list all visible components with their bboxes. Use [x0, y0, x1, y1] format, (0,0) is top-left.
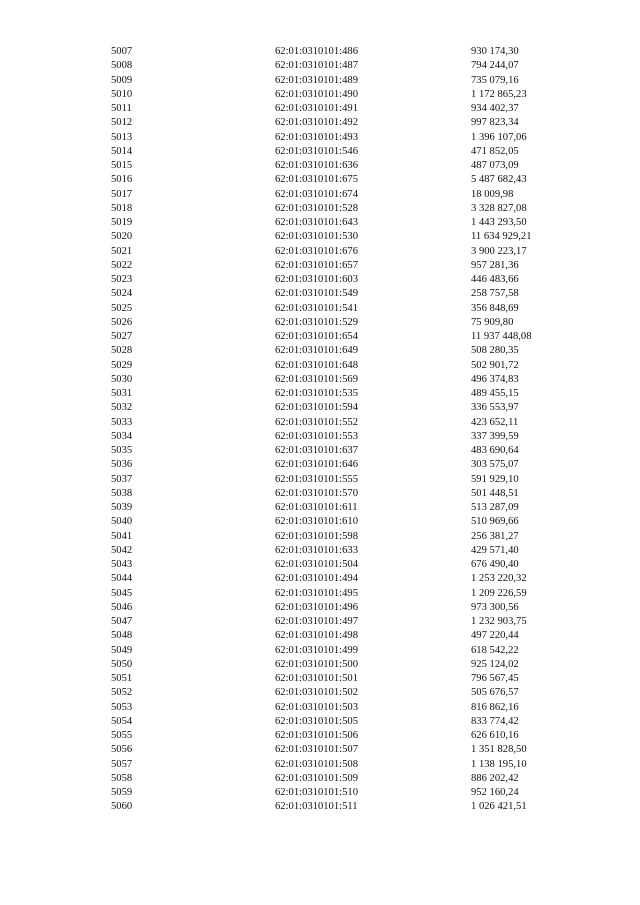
table-row [111, 729, 571, 743]
cadastral-number: 62:01:0310101:546 [275, 145, 358, 157]
cadastral-value: 1 026 421,51 [471, 801, 527, 813]
cadastral-value: 303 575,07 [471, 459, 519, 471]
cadastral-number: 62:01:0310101:674 [275, 188, 358, 200]
cadastral-number: 62:01:0310101:509 [275, 772, 358, 784]
table-row [111, 188, 571, 202]
cadastral-value: 483 690,64 [471, 445, 519, 456]
cadastral-number: 62:01:0310101:553 [275, 430, 358, 442]
cadastral-number: 62:01:0310101:496 [275, 601, 358, 613]
row-number: 5015 [111, 160, 133, 171]
cadastral-number: 62:01:0310101:497 [275, 616, 358, 627]
row-number: 5031 [111, 388, 133, 399]
cadastral-value: 1 351 828,50 [471, 744, 527, 756]
cadastral-number: 62:01:0310101:505 [275, 715, 358, 727]
table-row [111, 715, 571, 729]
table-row [111, 344, 571, 358]
row-number: 5058 [111, 772, 133, 784]
cadastral-value: 1 396 107,06 [471, 131, 527, 143]
row-number: 5018 [111, 202, 133, 214]
cadastral-number: 62:01:0310101:508 [275, 758, 358, 770]
cadastral-value: 337 399,59 [471, 430, 519, 442]
cadastral-number: 62:01:0310101:511 [275, 801, 358, 813]
cadastral-value: 487 073,09 [471, 160, 519, 171]
cadastral-number: 62:01:0310101:528 [275, 202, 358, 214]
cadastral-value: 930 174,30 [471, 46, 519, 57]
table-row [111, 59, 571, 73]
cadastral-value: 3 328 827,08 [471, 202, 527, 214]
row-number: 5010 [111, 88, 133, 100]
table-row [111, 743, 571, 757]
cadastral-number: 62:01:0310101:502 [275, 687, 358, 699]
table-row [111, 772, 571, 786]
cadastral-number: 62:01:0310101:610 [275, 516, 358, 528]
table-row [111, 758, 571, 772]
table-row [111, 530, 571, 544]
row-number: 5050 [111, 658, 133, 670]
cadastral-value: 816 862,16 [471, 701, 519, 713]
cadastral-number: 62:01:0310101:535 [275, 388, 358, 399]
cadastral-value: 11 634 929,21 [471, 231, 532, 243]
row-number: 5027 [111, 331, 133, 342]
cadastral-value: 501 448,51 [471, 487, 519, 499]
cadastral-value: 508 280,35 [471, 345, 519, 357]
cadastral-value: 429 571,40 [471, 544, 519, 556]
table-row [111, 359, 571, 373]
table-row [111, 501, 571, 515]
row-number: 5016 [111, 174, 133, 186]
table-row [111, 430, 571, 444]
table-row [111, 316, 571, 330]
cadastral-value: 256 381,27 [471, 530, 519, 542]
cadastral-value: 3 900 223,17 [471, 245, 527, 257]
table-row [111, 245, 571, 259]
cadastral-value: 997 823,34 [471, 117, 519, 129]
table-row [111, 173, 571, 187]
cadastral-number: 62:01:0310101:503 [275, 701, 358, 713]
table-row [111, 102, 571, 116]
cadastral-number: 62:01:0310101:530 [275, 231, 358, 243]
cadastral-value: 502 901,72 [471, 359, 519, 371]
row-number: 5008 [111, 60, 133, 72]
cadastral-number: 62:01:0310101:636 [275, 160, 358, 171]
cadastral-value: 1 253 220,32 [471, 573, 527, 585]
row-number: 5028 [111, 345, 133, 357]
cadastral-number: 62:01:0310101:611 [275, 502, 358, 513]
row-number: 5043 [111, 559, 133, 570]
cadastral-number: 62:01:0310101:598 [275, 530, 358, 542]
row-number: 5039 [111, 502, 133, 513]
row-number: 5013 [111, 131, 133, 143]
table-row [111, 216, 571, 230]
cadastral-number: 62:01:0310101:506 [275, 730, 358, 741]
row-number: 5053 [111, 701, 133, 713]
row-number: 5049 [111, 644, 133, 656]
table-row [111, 800, 571, 814]
row-number: 5042 [111, 544, 133, 556]
cadastral-number: 62:01:0310101:569 [275, 373, 358, 385]
cadastral-number: 62:01:0310101:643 [275, 217, 358, 228]
cadastral-number: 62:01:0310101:637 [275, 445, 358, 456]
table-row [111, 644, 571, 658]
cadastral-value: 957 281,36 [471, 259, 519, 271]
cadastral-number: 62:01:0310101:654 [275, 331, 358, 342]
cadastral-number: 62:01:0310101:487 [275, 60, 358, 72]
row-number: 5030 [111, 373, 133, 385]
table-row [111, 458, 571, 472]
table-row [111, 116, 571, 130]
row-number: 5026 [111, 316, 133, 328]
row-number: 5032 [111, 402, 133, 414]
row-number: 5037 [111, 473, 133, 485]
table-row [111, 202, 571, 216]
cadastral-value: 952 160,24 [471, 787, 519, 798]
row-number: 5048 [111, 630, 133, 642]
row-number: 5052 [111, 687, 133, 699]
row-number: 5038 [111, 487, 133, 499]
row-number: 5044 [111, 573, 133, 585]
table-row [111, 473, 571, 487]
cadastral-number: 62:01:0310101:501 [275, 673, 358, 684]
cadastral-value: 735 079,16 [471, 74, 519, 86]
row-number: 5019 [111, 217, 133, 228]
table-row [111, 330, 571, 344]
cadastral-value: 886 202,42 [471, 772, 519, 784]
cadastral-value: 5 487 682,43 [471, 174, 527, 186]
table-row [111, 88, 571, 102]
cadastral-number: 62:01:0310101:675 [275, 174, 358, 186]
row-number: 5009 [111, 74, 133, 86]
cadastral-number: 62:01:0310101:490 [275, 88, 358, 100]
cadastral-value: 471 852,05 [471, 145, 519, 157]
cadastral-number: 62:01:0310101:633 [275, 544, 358, 556]
table-row [111, 74, 571, 88]
row-number: 5040 [111, 516, 133, 528]
table-row [111, 373, 571, 387]
table-row [111, 672, 571, 686]
cadastral-number: 62:01:0310101:541 [275, 302, 358, 314]
cadastral-value: 1 232 903,75 [471, 616, 527, 627]
cadastral-value: 513 287,09 [471, 502, 519, 513]
table-row [111, 587, 571, 601]
row-number: 5059 [111, 787, 133, 798]
cadastral-number: 62:01:0310101:570 [275, 487, 358, 499]
cadastral-value: 796 567,45 [471, 673, 519, 684]
row-number: 5020 [111, 231, 133, 243]
cadastral-value: 336 553,97 [471, 402, 519, 414]
row-number: 5034 [111, 430, 133, 442]
cadastral-number: 62:01:0310101:492 [275, 117, 358, 129]
table-row [111, 159, 571, 173]
table-row [111, 444, 571, 458]
table-row [111, 615, 571, 629]
cadastral-number: 62:01:0310101:493 [275, 131, 358, 143]
cadastral-number: 62:01:0310101:504 [275, 559, 358, 570]
cadastral-value: 1 443 293,50 [471, 217, 527, 228]
row-number: 5012 [111, 117, 133, 129]
cadastral-value: 794 244,07 [471, 60, 519, 72]
row-number: 5036 [111, 459, 133, 471]
cadastral-value: 496 374,83 [471, 373, 519, 385]
cadastral-value: 676 490,40 [471, 559, 519, 570]
cadastral-number: 62:01:0310101:510 [275, 787, 358, 798]
row-number: 5022 [111, 259, 133, 271]
row-number: 5056 [111, 744, 133, 756]
cadastral-value: 1 138 195,10 [471, 758, 527, 770]
cadastral-value-table [111, 45, 571, 815]
table-row [111, 629, 571, 643]
row-number: 5046 [111, 601, 133, 613]
cadastral-number: 62:01:0310101:495 [275, 587, 358, 599]
cadastral-value: 11 937 448,08 [471, 331, 532, 342]
row-number: 5060 [111, 801, 133, 813]
table-body [111, 45, 571, 815]
row-number: 5024 [111, 288, 133, 300]
cadastral-value: 626 610,16 [471, 730, 519, 741]
row-number: 5051 [111, 673, 133, 684]
row-number: 5035 [111, 445, 133, 456]
cadastral-value: 1 209 226,59 [471, 587, 527, 599]
cadastral-value: 973 300,56 [471, 601, 519, 613]
table-row [111, 401, 571, 415]
cadastral-number: 62:01:0310101:676 [275, 245, 358, 257]
table-row [111, 230, 571, 244]
cadastral-value: 934 402,37 [471, 103, 519, 114]
cadastral-value: 833 774,42 [471, 715, 519, 727]
cadastral-number: 62:01:0310101:491 [275, 103, 358, 114]
table-row [111, 273, 571, 287]
row-number: 5021 [111, 245, 133, 257]
table-row [111, 701, 571, 715]
table-row [111, 487, 571, 501]
cadastral-number: 62:01:0310101:500 [275, 658, 358, 670]
cadastral-number: 62:01:0310101:646 [275, 459, 358, 471]
cadastral-number: 62:01:0310101:648 [275, 359, 358, 371]
row-number: 5054 [111, 715, 133, 727]
row-number: 5025 [111, 302, 133, 314]
table-row [111, 302, 571, 316]
row-number: 5011 [111, 103, 132, 114]
row-number: 5033 [111, 416, 133, 428]
table-row [111, 416, 571, 430]
row-number: 5017 [111, 188, 133, 200]
row-number: 5029 [111, 359, 133, 371]
cadastral-value: 591 929,10 [471, 473, 519, 485]
cadastral-number: 62:01:0310101:489 [275, 74, 358, 86]
table-row [111, 259, 571, 273]
cadastral-number: 62:01:0310101:603 [275, 274, 358, 285]
cadastral-value: 505 676,57 [471, 687, 519, 699]
cadastral-number: 62:01:0310101:594 [275, 402, 358, 414]
cadastral-number: 62:01:0310101:549 [275, 288, 358, 300]
cadastral-value: 618 542,22 [471, 644, 519, 656]
table-row [111, 572, 571, 586]
cadastral-number: 62:01:0310101:555 [275, 473, 358, 485]
row-number: 5041 [111, 530, 133, 542]
row-number: 5047 [111, 616, 133, 627]
cadastral-number: 62:01:0310101:494 [275, 573, 358, 585]
table-row [111, 387, 571, 401]
cadastral-value: 258 757,58 [471, 288, 519, 300]
cadastral-value: 356 848,69 [471, 302, 519, 314]
cadastral-value: 446 483,66 [471, 274, 519, 285]
row-number: 5045 [111, 587, 133, 599]
table-row [111, 544, 571, 558]
cadastral-number: 62:01:0310101:498 [275, 630, 358, 642]
cadastral-value: 1 172 865,23 [471, 88, 527, 100]
row-number: 5023 [111, 274, 133, 285]
table-row [111, 601, 571, 615]
cadastral-number: 62:01:0310101:499 [275, 644, 358, 656]
cadastral-number: 62:01:0310101:486 [275, 46, 358, 57]
table-row [111, 786, 571, 800]
table-row [111, 287, 571, 301]
table-row [111, 558, 571, 572]
cadastral-number: 62:01:0310101:552 [275, 416, 358, 428]
cadastral-number: 62:01:0310101:529 [275, 316, 358, 328]
cadastral-number: 62:01:0310101:649 [275, 345, 358, 357]
table-row [111, 515, 571, 529]
cadastral-value: 423 652,11 [471, 416, 519, 428]
cadastral-value: 510 969,66 [471, 516, 519, 528]
cadastral-number: 62:01:0310101:507 [275, 744, 358, 756]
table-row [111, 658, 571, 672]
table-row [111, 145, 571, 159]
table-row [111, 131, 571, 145]
row-number: 5055 [111, 730, 133, 741]
cadastral-value: 497 220,44 [471, 630, 519, 642]
table-row [111, 686, 571, 700]
cadastral-number: 62:01:0310101:657 [275, 259, 358, 271]
cadastral-value: 75 909,80 [471, 316, 514, 328]
row-number: 5014 [111, 145, 133, 157]
cadastral-value: 489 455,15 [471, 388, 519, 399]
table-row [111, 45, 571, 59]
row-number: 5057 [111, 758, 133, 770]
row-number: 5007 [111, 46, 133, 57]
cadastral-value: 925 124,02 [471, 658, 519, 670]
cadastral-value: 18 009,98 [471, 188, 514, 200]
